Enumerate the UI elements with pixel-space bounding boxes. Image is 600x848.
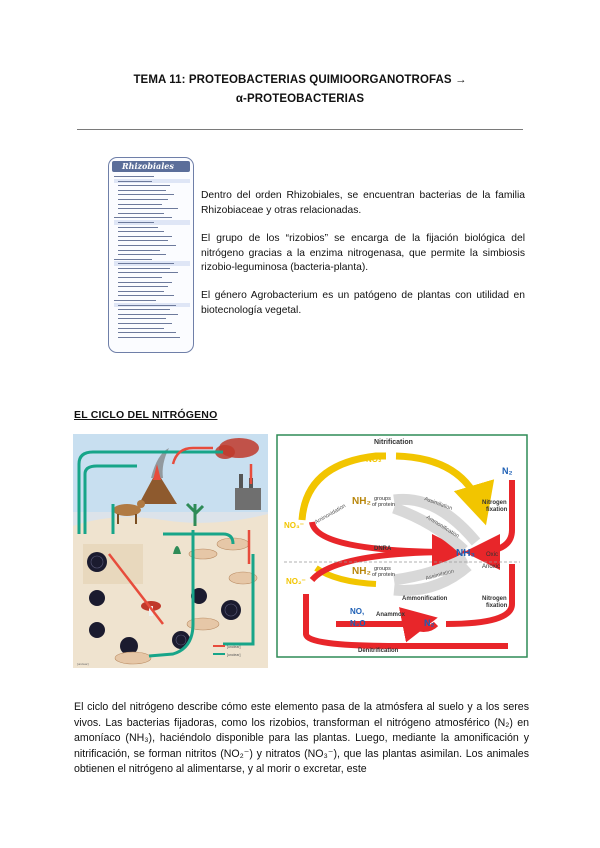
label-assimilation-bottom: Assimilation: [424, 568, 455, 582]
legend-1: [unclear]: [227, 645, 241, 649]
label-nh2-top: NH₂: [352, 496, 371, 507]
label-anammox: Anammox: [376, 612, 406, 618]
label-nh2-bottom: NH₂: [352, 566, 371, 577]
section-heading: EL CICLO DEL NITRÓGENO: [74, 409, 218, 421]
title-divider: [77, 129, 523, 130]
label-n2-bottom: N₂: [424, 618, 435, 628]
label-ammonification-bottom: Ammonification: [402, 596, 448, 602]
factory-icon: [235, 488, 261, 510]
label-oxic: Oxic: [486, 552, 498, 558]
label-no2-left: NO₂⁻: [286, 577, 306, 586]
label-n2-top: N₂: [502, 466, 513, 476]
label-no3: NO₃⁻: [284, 521, 304, 530]
intro-paragraph-3: El género Agrobacterium es un patógeno de plantas con utilidad en biotecnología vegetal.: [201, 290, 525, 316]
title-line-2: α-PROTEOBACTERIAS: [235, 93, 365, 105]
label-no: NO,: [350, 607, 365, 616]
label-nitrogen-fixation-bottom: Nitrogen fixation: [482, 596, 508, 609]
intro-paragraph-2: El grupo de los “rizobios” se encarga de la fijación biológica del nitrógeno gracias a la enzima nitrogenasa, que permite la simbiosis rizobio-leguminosa (bacteria-planta).: [201, 233, 525, 273]
label-aminoxidation: Aminoxidation: [314, 503, 347, 526]
bacteria-icon: [87, 552, 107, 572]
label-nitrogen-fixation-top: Nitrogen fixation: [482, 500, 508, 513]
label-anoxic: Anoxic: [482, 564, 501, 570]
label-n2o: N₂O: [350, 619, 366, 628]
figure-credit: [unclear]: [77, 662, 89, 666]
intro-paragraph-1: Dentro del orden Rhizobiales, se encuentran bacterias de la familia Rhizobiaceae y otras relacionadas.: [201, 190, 525, 216]
nitrogen-cycle-diagram: [276, 434, 528, 658]
label-nh3: NH₃: [456, 548, 476, 559]
label-denitrification: Denitrification: [358, 648, 399, 654]
label-nitrification: Nitrification: [374, 439, 413, 446]
legend-2: [unclear]: [227, 653, 241, 657]
rhizobiales-header: Rhizobiales: [112, 161, 190, 172]
body-paragraph: El ciclo del nitrógeno describe cómo este elemento pasa de la atmósfera al suelo y a los seres vivos. Las bacterias fijadoras, como los rizobios, transforman el nitrógeno atmosférico (N₂) en amoníaco (NH₃), haciéndolo disponible para las plantas. Luego, mediante la amonificación y nitrificación, se forman nitritos (NO₂⁻) y nitratos (NO₃⁻), que las plantas asimilan. Los animales obtienen el nitrógeno al alimentarse, y al morir o excretar, este: [74, 701, 529, 776]
label-groups-of-protein-top: groups of protein: [372, 496, 395, 508]
label-dnra: DNRA: [374, 546, 392, 552]
label-groups-of-protein-bottom: groups of protein: [372, 566, 395, 578]
label-assimilation-top: Assimilation: [423, 496, 453, 512]
rhizobiales-list-item: [114, 335, 190, 340]
rhizobiales-list: [109, 174, 193, 339]
rhizobiales-taxonomy-figure: [108, 157, 194, 353]
title-line-1: TEMA 11: PROTEOBACTERIAS QUIMIOORGANOTROFAS →: [133, 74, 467, 86]
label-no2-top: NO₂⁻: [366, 455, 386, 464]
nitrogen-cycle-illustration: [73, 434, 268, 668]
page-title: [60, 71, 540, 109]
label-ammonification-top: Ammonification: [424, 514, 461, 540]
